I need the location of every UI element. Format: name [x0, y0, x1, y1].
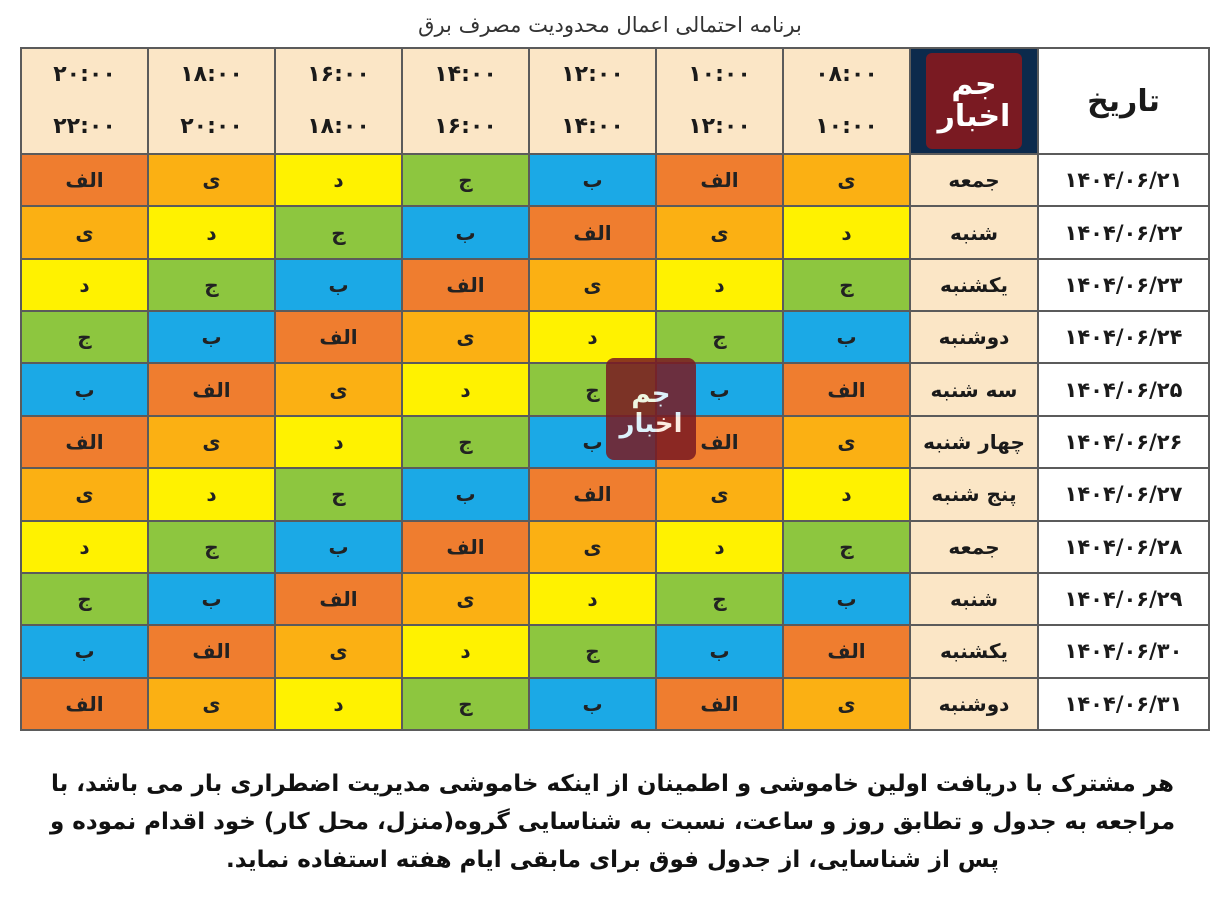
group-cell: الف — [21, 678, 148, 730]
group-cell: الف — [402, 259, 529, 311]
group-cell: ج — [21, 573, 148, 625]
group-cell: ب — [148, 311, 275, 363]
group-cell: ب — [529, 416, 656, 468]
date-cell: ۱۴۰۴/۰۶/۲۸ — [1038, 521, 1209, 573]
group-cell: د — [656, 259, 783, 311]
group-cell: ی — [402, 311, 529, 363]
table-row — [21, 625, 1209, 677]
time-slot-header — [656, 48, 783, 154]
day-name-cell: شنبه — [910, 573, 1038, 625]
time-slot-header — [783, 48, 910, 154]
group-cell: ج — [402, 678, 529, 730]
day-name-cell: دوشنبه — [910, 311, 1038, 363]
group-cell: ج — [783, 259, 910, 311]
day-name-cell: یکشنبه — [910, 259, 1038, 311]
group-cell: الف — [529, 206, 656, 258]
date-cell: ۱۴۰۴/۰۶/۲۲ — [1038, 206, 1209, 258]
group-cell: ب — [275, 521, 402, 573]
table-row — [21, 573, 1209, 625]
group-cell: الف — [275, 311, 402, 363]
date-cell: ۱۴۰۴/۰۶/۲۴ — [1038, 311, 1209, 363]
date-cell: ۱۴۰۴/۰۶/۲۶ — [1038, 416, 1209, 468]
group-cell: ب — [402, 206, 529, 258]
time-slot-start: ۱۸:۰۰ — [180, 62, 243, 87]
date-cell: ۱۴۰۴/۰۶/۲۹ — [1038, 573, 1209, 625]
group-cell: ی — [529, 521, 656, 573]
time-slot-end: ۱۴:۰۰ — [561, 114, 624, 139]
group-cell: الف — [275, 573, 402, 625]
group-cell: ی — [21, 206, 148, 258]
group-cell: ج — [402, 416, 529, 468]
table-row — [21, 259, 1209, 311]
day-name-cell: یکشنبه — [910, 625, 1038, 677]
group-cell: الف — [529, 468, 656, 520]
group-cell: ب — [21, 625, 148, 677]
brand-logo: جم اخبار — [926, 53, 1022, 149]
header-row — [21, 48, 1209, 154]
group-cell: ی — [148, 416, 275, 468]
group-cell: ب — [783, 311, 910, 363]
table-row — [21, 678, 1209, 730]
group-cell: د — [529, 573, 656, 625]
time-slot-header — [21, 48, 148, 154]
instructions-note: هر مشترک با دریافت اولین خاموشی و اطمینان از اینکه خاموشی مدیریت اضطراری بار می باشد، با مراجعه به جدول و تطابق روز و ساعت، نسبت به شناسایی گروه(منزل، محل کار) خود اقدام نموده و پس از شناسایی، از جدول فوق برای مابقی ایام هفته استفاده نماید. — [49, 771, 1176, 873]
time-slot-end: ۱۰:۰۰ — [815, 114, 878, 139]
group-cell: الف — [656, 154, 783, 206]
time-slot-end: ۱۲:۰۰ — [688, 114, 751, 139]
table-row — [21, 311, 1209, 363]
group-cell: ج — [529, 363, 656, 415]
group-cell: ب — [275, 259, 402, 311]
time-slot-header — [148, 48, 275, 154]
group-cell: الف — [402, 521, 529, 573]
group-cell: د — [275, 678, 402, 730]
time-slot-start: ۱۶:۰۰ — [307, 62, 370, 87]
group-cell: ی — [656, 468, 783, 520]
group-cell: ی — [783, 416, 910, 468]
group-cell: ی — [275, 363, 402, 415]
group-cell: د — [148, 468, 275, 520]
time-slot-header — [275, 48, 402, 154]
group-cell: ج — [529, 625, 656, 677]
group-cell: ی — [402, 573, 529, 625]
group-cell: ب — [529, 678, 656, 730]
time-slot-header — [529, 48, 656, 154]
group-cell: الف — [148, 625, 275, 677]
day-name-cell: پنج شنبه — [910, 468, 1038, 520]
time-slot-end: ۱۶:۰۰ — [434, 114, 497, 139]
time-slot-header — [402, 48, 529, 154]
time-slot-start: ۲۰:۰۰ — [53, 62, 116, 87]
group-cell: ج — [656, 573, 783, 625]
group-cell: د — [783, 468, 910, 520]
group-cell: د — [275, 416, 402, 468]
group-cell: ج — [21, 311, 148, 363]
time-slot-end: ۱۸:۰۰ — [307, 114, 370, 139]
group-cell: ج — [783, 521, 910, 573]
day-name-cell: چهار شنبه — [910, 416, 1038, 468]
group-cell: د — [529, 311, 656, 363]
table-row — [21, 521, 1209, 573]
group-cell: د — [148, 206, 275, 258]
table-row — [21, 206, 1209, 258]
group-cell: الف — [148, 363, 275, 415]
group-cell: ی — [656, 206, 783, 258]
group-cell: ج — [275, 468, 402, 520]
group-cell: ج — [148, 521, 275, 573]
group-cell: ی — [783, 678, 910, 730]
group-cell: الف — [21, 416, 148, 468]
group-cell: ب — [148, 573, 275, 625]
group-cell: الف — [21, 154, 148, 206]
group-cell: ب — [783, 573, 910, 625]
day-name-cell: جمعه — [910, 521, 1038, 573]
group-cell: ج — [402, 154, 529, 206]
time-slot-end: ۲۰:۰۰ — [180, 114, 243, 139]
time-slot-end: ۲۲:۰۰ — [53, 114, 116, 139]
day-name-cell: جمعه — [910, 154, 1038, 206]
group-cell: ب — [656, 625, 783, 677]
table-row — [21, 468, 1209, 520]
date-cell: ۱۴۰۴/۰۶/۲۷ — [1038, 468, 1209, 520]
time-slot-start: ۱۰:۰۰ — [688, 62, 751, 87]
day-name-cell: سه شنبه — [910, 363, 1038, 415]
page-title: برنامه احتمالی اعمال محدودیت مصرف برق — [418, 13, 802, 37]
group-cell: ج — [275, 206, 402, 258]
group-cell: ج — [656, 311, 783, 363]
group-cell: ب — [402, 468, 529, 520]
group-cell: ب — [529, 154, 656, 206]
table-row — [21, 154, 1209, 206]
group-cell: د — [275, 154, 402, 206]
day-name-cell: دوشنبه — [910, 678, 1038, 730]
date-column-header: تاریخ — [1038, 48, 1209, 154]
group-cell: د — [656, 521, 783, 573]
group-cell: الف — [656, 678, 783, 730]
date-cell: ۱۴۰۴/۰۶/۳۰ — [1038, 625, 1209, 677]
time-slot-start: ۰۸:۰۰ — [815, 62, 878, 87]
logo-cell — [910, 48, 1038, 154]
group-cell: ی — [529, 259, 656, 311]
date-cell: ۱۴۰۴/۰۶/۳۱ — [1038, 678, 1209, 730]
group-cell: د — [783, 206, 910, 258]
date-cell: ۱۴۰۴/۰۶/۲۱ — [1038, 154, 1209, 206]
group-cell: ی — [148, 154, 275, 206]
group-cell: ب — [21, 363, 148, 415]
date-cell: ۱۴۰۴/۰۶/۲۵ — [1038, 363, 1209, 415]
group-cell: ی — [275, 625, 402, 677]
group-cell: الف — [656, 416, 783, 468]
group-cell: د — [402, 363, 529, 415]
group-cell: ی — [21, 468, 148, 520]
group-cell: د — [21, 521, 148, 573]
group-cell: ب — [656, 363, 783, 415]
time-slot-start: ۱۴:۰۰ — [434, 62, 497, 87]
group-cell: د — [21, 259, 148, 311]
date-cell: ۱۴۰۴/۰۶/۲۳ — [1038, 259, 1209, 311]
watermark-logo: جم اخبار — [606, 358, 696, 460]
group-cell: الف — [783, 363, 910, 415]
group-cell: ج — [148, 259, 275, 311]
group-cell: الف — [783, 625, 910, 677]
day-name-cell: شنبه — [910, 206, 1038, 258]
group-cell: د — [402, 625, 529, 677]
group-cell: ی — [783, 154, 910, 206]
group-cell: ی — [148, 678, 275, 730]
time-slot-start: ۱۲:۰۰ — [561, 62, 624, 87]
